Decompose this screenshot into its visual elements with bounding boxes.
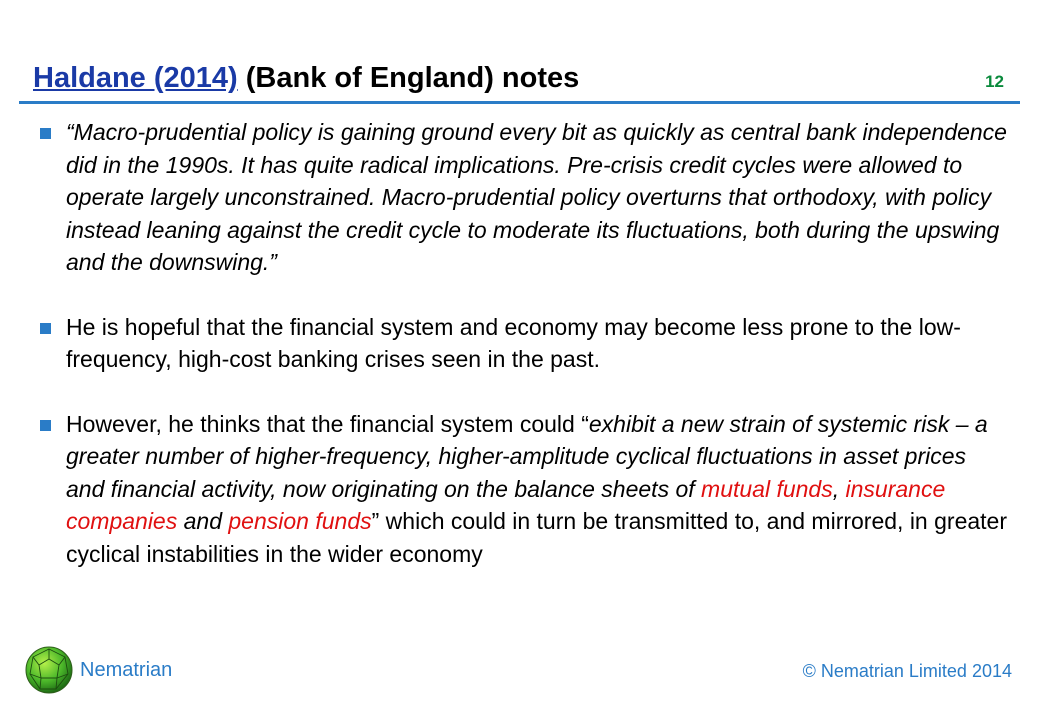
footer-copyright: © Nematrian Limited 2014 bbox=[802, 661, 1012, 681]
bullet-tail: which could in turn be transmitted to, and mirrored, in greater cyclical instabilities in the wider economy bbox=[66, 508, 1007, 567]
separator: , bbox=[832, 475, 846, 502]
bullet-item-quote bbox=[33, 116, 1008, 279]
title-divider bbox=[19, 101, 1020, 104]
title-text: (Bank of England) notes bbox=[237, 62, 580, 94]
bullet-quote: exhibit a new strain of systemic risk – a greater number of higher-frequency, higher-amplitude cyclical fluctuations in asset prices and financial activity, now originating on the balance sheets of bbox=[66, 410, 988, 502]
highlight-pension-funds: pension funds bbox=[228, 508, 372, 534]
bullet-intro: However, he thinks that the financial system could “ bbox=[66, 410, 589, 437]
quote-close: ” bbox=[371, 508, 380, 534]
bullet-text: He is hopeful that the financial system and economy may become less prone to the low-frequency, high-cost banking crises seen in the past. bbox=[66, 313, 961, 372]
highlight-insurance-companies: insurance companies bbox=[66, 475, 946, 534]
slide-content bbox=[33, 116, 1008, 602]
square-bullet-icon bbox=[40, 128, 51, 139]
slide-number: 12 bbox=[985, 72, 1004, 91]
square-bullet-icon bbox=[40, 420, 51, 431]
footer-brand: Nematrian bbox=[80, 659, 173, 681]
bullet-item-systemic-risk bbox=[33, 408, 1008, 571]
bullet-item-hopeful bbox=[33, 311, 1008, 376]
bullet-text: “Macro-prudential policy is gaining ground every bit as quickly as central bank independence did in the 1990s. It has quite radical implications. Pre-crisis credit cycles were allowed to operate largely unconstrained. Macro-prudential policy overturns that orthodoxy, with policy instead leaning against the credit cycle to moderate its fluctuations, both during the upswing and the downswing.” bbox=[66, 119, 1007, 275]
highlight-mutual-funds: mutual funds bbox=[701, 475, 833, 502]
separator: and bbox=[177, 508, 229, 534]
square-bullet-icon bbox=[40, 323, 51, 334]
nematrian-geodesic-sphere-icon bbox=[24, 645, 74, 695]
title-link[interactable]: Haldane (2014) bbox=[33, 62, 238, 94]
page-title bbox=[33, 58, 579, 98]
